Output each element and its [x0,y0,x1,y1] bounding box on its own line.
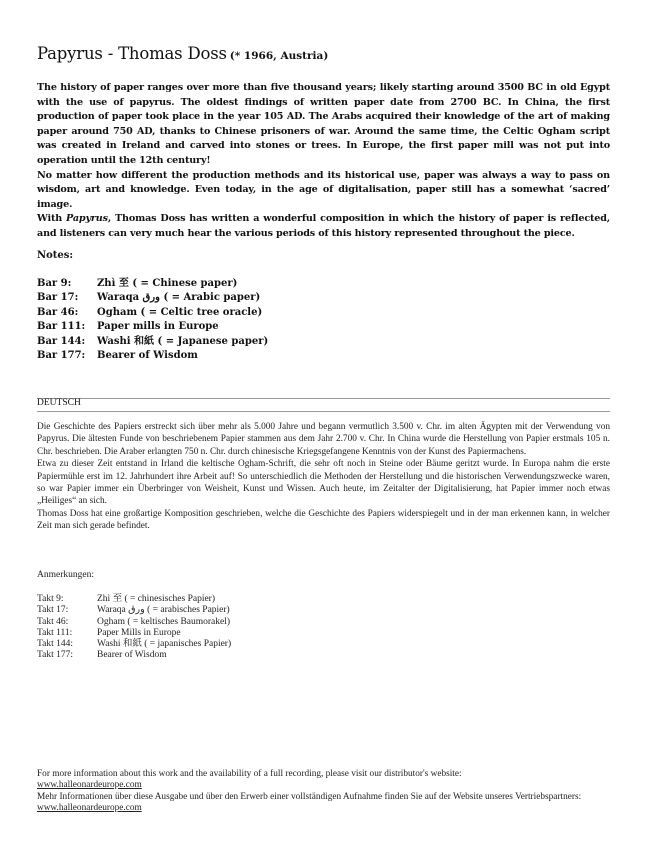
work-title-italic: Papyrus [66,213,108,225]
note-bar: Bar 144: [37,335,86,347]
distributor-link-english[interactable]: www.halleonardeurope.com [37,780,142,791]
note-bar: Bar 17: [37,292,79,304]
title-composer-info: (* 1966, Austria) [229,50,329,62]
german-paragraph: Die Geschichte des Papiers erstreckt sich über mehr als 5.000 Jahre und begann vermutlich 3.500 v. Chr. im alten Ägypten mit der Verwendung von Papyrus. Die ältesten Funde von beschriebenem Papier stammen aus dem Jahr 2.700 v. Chr. In China wurde die Herstellung von Papier erstmals 105 n. Chr. beschrieben. Die Araber erlangten 750 n. Chr. durch chinesische Kriegsgefangene Kenntnis von der Kunst des Papiermachens. [37,422,610,457]
note-bar: Takt 17: [37,605,69,616]
note-bar: Bar 46: [37,306,79,318]
note-row [37,277,268,291]
note-row [37,628,231,639]
note-text: Zhì 至 ( = chinesisches Papier) [97,594,216,604]
note-bar: Takt 144: [37,639,74,650]
note-bar: Takt 111: [37,627,73,638]
note-text: Waraqa ورق ( = arabisches Papier) [97,605,230,616]
note-text: Washi 和紙 ( = japanisches Papier) [97,639,232,650]
note-text: Paper mills in Europe [97,321,219,333]
note-text: Zhì 至 ( = Chinese paper) [97,278,238,289]
english-notes-list [37,277,268,363]
note-row [37,650,231,661]
note-bar: Takt 177: [37,650,74,661]
note-row [37,291,268,305]
german-section-header [37,398,610,412]
note-row [37,306,268,320]
note-text: Bearer of Wisdom [97,650,167,661]
footer-english-text: For more information about this work and the availability of a full recording, please visit our distributor's website: [37,769,462,779]
english-paragraph: The history of paper ranges over more than five thousand years; likely starting around 3500 BC in old Egypt with the use of papyrus. The oldest findings of written paper date from 2700 BC. In China, the first production of paper took place in the year 105 AD. The Arabs acquired their knowledge of the art of making paper around 750 AD, thanks to Chinese prisoners of war. Around the same time, the Celtic Ogham script was created in Ireland and carved into stones or trees. In Europe, the first paper mill was not put into operation until the 12th century! [37,82,610,166]
english-paragraph: With Papyrus, Thomas Doss has written a wonderful composition in which the history of paper is reflected, and listeners can very much hear the various periods of this history represented throughout the piece. [37,213,610,239]
note-row [37,617,231,628]
note-row [37,349,268,363]
note-text: Paper Mills in Europe [97,627,181,638]
note-row [37,320,268,334]
note-text: Ogham ( = keltisches Baumorakel) [97,616,231,627]
footer-info [37,769,610,815]
german-notes-heading: Anmerkungen: [37,570,94,580]
note-text: Bearer of Wisdom [97,350,198,362]
english-paragraph: No matter how different the production methods and its historical use, paper was always a way to pass on wisdom, art and knowledge. Even today, in the age of digitalisation, paper still has a somewhat ‘sacred’ image. [37,169,610,210]
note-row [37,335,268,349]
notes-heading: Notes: [37,250,74,261]
note-bar: Takt 9: [37,594,64,604]
german-paragraph: Thomas Doss hat eine großartige Komposition geschrieben, welche die Geschichte des Papiers widerspiegelt und in der man erkennen kann, in welcher Zeit man sich gerade befindet. [37,508,610,532]
note-bar: Bar 111: [37,321,86,333]
note-row [37,639,231,650]
note-row [37,605,231,616]
note-bar: Bar 177: [37,350,86,362]
note-text: Waraqa ورق ( = Arabic paper) [97,292,261,304]
german-section-label: DEUTSCH [37,398,81,408]
note-row [37,594,231,605]
note-bar: Bar 9: [37,278,72,289]
note-text: Washi 和紙 ( = Japanese paper) [97,335,269,347]
german-notes-list [37,594,231,662]
note-text: Ogham ( = Celtic tree oracle) [97,306,263,318]
page-title [37,44,328,63]
german-description [37,421,610,533]
english-description [37,81,610,242]
footer-german-text: Mehr Informationen über diese Ausgabe und über den Erwerb einer vollständigen Aufnahme finden Sie auf der Website unseres Vertriebspartners: www.halleonardeurope.com [37,791,582,814]
title-main: Papyrus - Thomas Doss [37,44,227,63]
distributor-link-german[interactable]: www.halleonardeurope.com [37,803,142,814]
note-bar: Takt 46: [37,616,69,627]
german-paragraph: Etwa zu dieser Zeit entstand in Irland die keltische Ogham-Schrift, die sehr oft noch in Steine oder Bäume geritzt wurde. In Europa nahm die erste Papiermühle erst im 12. Jahrhundert ihre Arbeit auf! So unterschiedlich die Methoden der Herstellung und die historischen Verwendungszwecke waren, so war Papier immer ein Überbringer von Weisheit, Kunst und Wissen. Auch heute, im Zeitalter der Digitalisierung, hat Papier immer noch etwas „Heiliges“ an sich. [37,459,610,507]
